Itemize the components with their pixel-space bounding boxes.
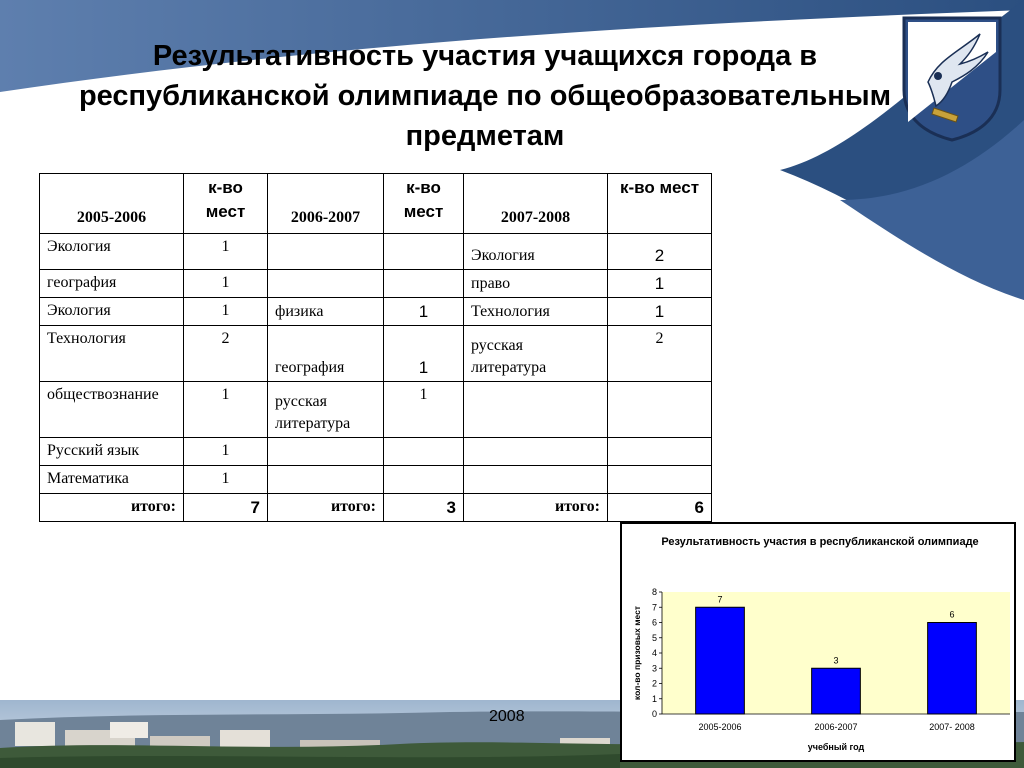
table-row: [40, 298, 712, 326]
subject-cell: Математика: [40, 466, 184, 494]
header-count-1: к-во мест: [184, 174, 268, 234]
total-label: итого:: [268, 494, 384, 522]
subject-cell: русская литература: [464, 326, 608, 382]
subject-cell: Экология: [464, 234, 608, 270]
subject-cell: обществознание: [40, 382, 184, 438]
header-count-2: к-во мест: [384, 174, 464, 234]
y-tick-label: 1: [651, 693, 657, 704]
bar-2005-2006: [696, 607, 745, 714]
total-label: итого:: [40, 494, 184, 522]
x-tick-label: 2005-2006: [698, 722, 742, 732]
subject-cell: [268, 466, 384, 494]
bar-2006-2007: [812, 668, 861, 714]
table-row: [40, 382, 712, 438]
count-cell: [384, 438, 464, 466]
count-cell: 1: [184, 382, 268, 438]
count-cell: [608, 466, 712, 494]
chart-title: Результативность участия в республиканской олимпиаде: [661, 536, 979, 548]
total-2005-2006: 7: [184, 494, 268, 522]
subject-cell: география: [268, 326, 384, 382]
count-cell: 2: [608, 326, 712, 382]
totals-row: [40, 494, 712, 522]
y-tick-label: 0: [651, 709, 657, 719]
subject-cell: физика: [268, 298, 384, 326]
count-cell: 1: [184, 234, 268, 270]
y-tick-label: 4: [651, 648, 657, 658]
table-row: [40, 326, 712, 382]
count-cell: 2: [184, 326, 268, 382]
count-cell: 1: [384, 382, 464, 438]
subject-cell: [268, 438, 384, 466]
subject-cell: география: [40, 270, 184, 298]
y-tick-label: 3: [651, 663, 657, 674]
header-year-2007-2008: 2007-2008: [464, 174, 608, 234]
y-tick-label: 6: [651, 617, 657, 628]
bar-value-label: 3: [833, 655, 839, 666]
total-2007-2008: 6: [608, 494, 712, 522]
table-row: [40, 438, 712, 466]
subject-cell: Русский язык: [40, 438, 184, 466]
table-header-row: [40, 174, 712, 234]
subject-cell: Экология: [40, 298, 184, 326]
count-cell: [384, 270, 464, 298]
count-cell: 1: [184, 298, 268, 326]
y-tick-label: 8: [651, 587, 657, 597]
subject-cell: [464, 438, 608, 466]
y-tick-label: 5: [651, 632, 657, 643]
count-cell: [608, 438, 712, 466]
table-row: [40, 234, 712, 270]
count-cell: 1: [184, 270, 268, 298]
subject-cell: [268, 234, 384, 270]
header-year-2006-2007: 2006-2007: [268, 174, 384, 234]
table-row: [40, 466, 712, 494]
count-cell: 1: [608, 270, 712, 298]
city-emblem-icon: [898, 12, 1006, 142]
subject-cell: Технология: [464, 298, 608, 326]
subject-cell: русская литература: [268, 382, 384, 438]
count-cell: 1: [184, 466, 268, 494]
olympiad-results-table: [39, 173, 712, 522]
count-cell: [384, 466, 464, 494]
x-tick-label: 2007- 2008: [929, 722, 975, 732]
x-axis-label: учебный год: [807, 742, 865, 752]
count-cell: [384, 234, 464, 270]
bar-value-label: 6: [949, 609, 955, 620]
footer-year: 2008: [489, 708, 525, 725]
count-cell: 2: [608, 234, 712, 270]
header-year-2005-2006: 2005-2006: [40, 174, 184, 234]
count-cell: 1: [184, 438, 268, 466]
subject-cell: право: [464, 270, 608, 298]
results-bar-chart: [622, 524, 1014, 760]
subject-cell: [464, 466, 608, 494]
header-count-3: к-во мест: [608, 174, 712, 234]
subject-cell: Экология: [40, 234, 184, 270]
count-cell: 1: [384, 326, 464, 382]
total-label: итого:: [464, 494, 608, 522]
subject-cell: [268, 270, 384, 298]
subject-cell: [464, 382, 608, 438]
page-title: Результативность участия учащихся города в республиканской олимпиаде по общеобразовательным предметам: [78, 40, 892, 152]
subject-cell: Технология: [40, 326, 184, 382]
table-row: [40, 270, 712, 298]
y-tick-label: 7: [651, 602, 657, 613]
count-cell: 1: [608, 298, 712, 326]
y-tick-label: 2: [651, 678, 657, 689]
bar-2007- 2008: [928, 623, 977, 715]
total-2006-2007: 3: [384, 494, 464, 522]
count-cell: 1: [384, 298, 464, 326]
y-axis-label: кол-во призовых мест: [632, 605, 642, 701]
results-chart-panel: [620, 522, 1016, 762]
x-tick-label: 2006-2007: [814, 722, 858, 732]
count-cell: [608, 382, 712, 438]
bar-value-label: 7: [717, 594, 723, 605]
